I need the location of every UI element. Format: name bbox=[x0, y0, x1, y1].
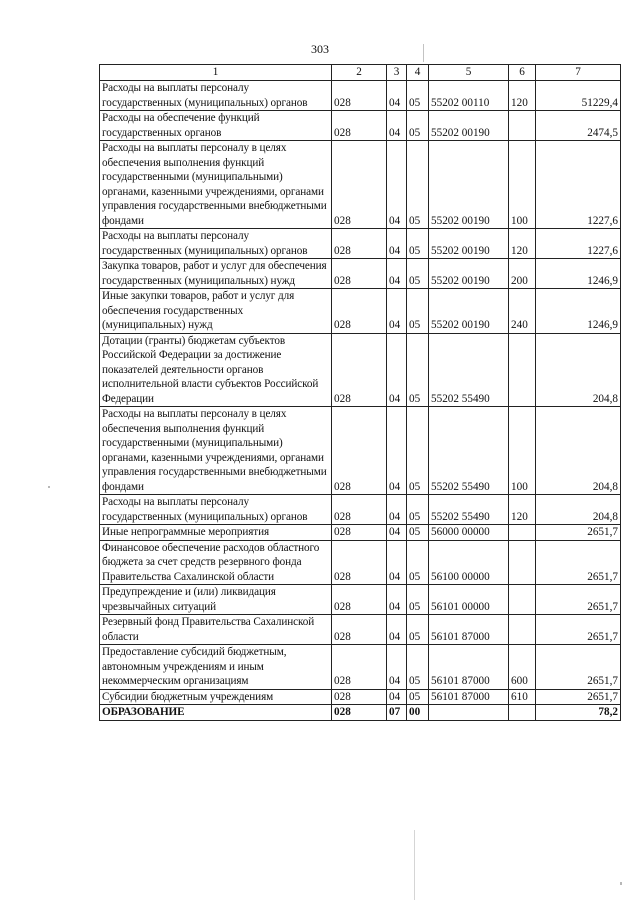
table-row bbox=[100, 525, 621, 541]
cell-amount: 2651,7 bbox=[536, 645, 621, 690]
cell-code-5 bbox=[429, 705, 509, 721]
cell-code-2: 028 bbox=[332, 229, 387, 259]
cell-code-6: 120 bbox=[509, 81, 536, 111]
cell-code-6 bbox=[509, 585, 536, 615]
cell-code-4: 05 bbox=[407, 540, 429, 585]
table-row bbox=[100, 407, 621, 495]
column-header: 5 bbox=[429, 65, 509, 81]
cell-code-4: 05 bbox=[407, 407, 429, 495]
cell-code-3: 04 bbox=[387, 645, 407, 690]
row-name: Предупреждение и (или) ликвидация чрезвычайных ситуаций bbox=[100, 585, 332, 615]
column-header: 1 bbox=[100, 65, 332, 81]
column-header: 7 bbox=[536, 65, 621, 81]
cell-amount: 1246,9 bbox=[536, 259, 621, 289]
scan-line bbox=[423, 44, 424, 62]
row-name: ОБРАЗОВАНИЕ bbox=[100, 705, 332, 721]
cell-amount: 204,8 bbox=[536, 407, 621, 495]
cell-code-3: 04 bbox=[387, 111, 407, 141]
cell-code-2: 028 bbox=[332, 141, 387, 229]
table-row bbox=[100, 141, 621, 229]
cell-code-5: 55202 00190 bbox=[429, 141, 509, 229]
page-number: 303 bbox=[311, 42, 329, 56]
cell-code-5: 55202 55490 bbox=[429, 495, 509, 525]
cell-code-2: 028 bbox=[332, 525, 387, 541]
cell-code-4: 05 bbox=[407, 615, 429, 645]
cell-code-2: 028 bbox=[332, 689, 387, 705]
cell-code-2: 028 bbox=[332, 615, 387, 645]
cell-code-6: 120 bbox=[509, 495, 536, 525]
cell-amount: 1246,9 bbox=[536, 289, 621, 334]
cell-code-6 bbox=[509, 111, 536, 141]
row-name: Расходы на выплаты персоналу государственных (муниципальных) органов bbox=[100, 495, 332, 525]
column-header: 3 bbox=[387, 65, 407, 81]
cell-amount: 2651,7 bbox=[536, 689, 621, 705]
table-row bbox=[100, 705, 621, 721]
cell-code-4: 05 bbox=[407, 333, 429, 407]
cell-code-2: 028 bbox=[332, 407, 387, 495]
table-row bbox=[100, 333, 621, 407]
column-header: 4 bbox=[407, 65, 429, 81]
cell-code-2: 028 bbox=[332, 585, 387, 615]
cell-code-3: 04 bbox=[387, 407, 407, 495]
cell-code-4: 05 bbox=[407, 495, 429, 525]
cell-code-4: 05 bbox=[407, 141, 429, 229]
table-row bbox=[100, 645, 621, 690]
cell-code-5: 56101 87000 bbox=[429, 615, 509, 645]
table-row bbox=[100, 615, 621, 645]
cell-amount: 51229,4 bbox=[536, 81, 621, 111]
cell-code-6: 100 bbox=[509, 141, 536, 229]
cell-code-5: 55202 00190 bbox=[429, 259, 509, 289]
cell-code-4: 05 bbox=[407, 229, 429, 259]
cell-code-5: 56000 00000 bbox=[429, 525, 509, 541]
row-name: Расходы на выплаты персоналу государственных (муниципальных) органов bbox=[100, 81, 332, 111]
table-row bbox=[100, 289, 621, 334]
cell-code-6: 120 bbox=[509, 229, 536, 259]
row-name: Субсидии бюджетным учреждениям bbox=[100, 689, 332, 705]
cell-code-4: 05 bbox=[407, 689, 429, 705]
cell-code-5: 55202 00190 bbox=[429, 289, 509, 334]
cell-code-2: 028 bbox=[332, 333, 387, 407]
cell-code-4: 05 bbox=[407, 289, 429, 334]
cell-code-2: 028 bbox=[332, 81, 387, 111]
table-row bbox=[100, 111, 621, 141]
cell-amount: 2651,7 bbox=[536, 585, 621, 615]
cell-code-4: 05 bbox=[407, 259, 429, 289]
column-header: 6 bbox=[509, 65, 536, 81]
cell-code-5: 55202 00110 bbox=[429, 81, 509, 111]
cell-code-3: 04 bbox=[387, 141, 407, 229]
cell-code-3: 04 bbox=[387, 229, 407, 259]
cell-code-6 bbox=[509, 540, 536, 585]
row-name: Иные закупки товаров, работ и услуг для обеспечения государственных (муниципальных) нужд bbox=[100, 289, 332, 334]
cell-code-2: 028 bbox=[332, 289, 387, 334]
cell-code-6 bbox=[509, 705, 536, 721]
table-row bbox=[100, 81, 621, 111]
cell-code-3: 04 bbox=[387, 495, 407, 525]
cell-code-2: 028 bbox=[332, 705, 387, 721]
cell-code-5: 55202 00190 bbox=[429, 229, 509, 259]
column-header: 2 bbox=[332, 65, 387, 81]
cell-code-6: 610 bbox=[509, 689, 536, 705]
row-name: Резервный фонд Правительства Сахалинской области bbox=[100, 615, 332, 645]
cell-amount: 2651,7 bbox=[536, 615, 621, 645]
cell-code-6: 240 bbox=[509, 289, 536, 334]
cell-code-3: 07 bbox=[387, 705, 407, 721]
cell-code-3: 04 bbox=[387, 525, 407, 541]
cell-code-5: 56101 87000 bbox=[429, 645, 509, 690]
row-name: Предоставление субсидий бюджетным, автономным учреждениям и иным некоммерческим организациям bbox=[100, 645, 332, 690]
column-header-row bbox=[100, 65, 621, 81]
cell-code-5: 55202 55490 bbox=[429, 407, 509, 495]
cell-amount: 1227,6 bbox=[536, 141, 621, 229]
cell-code-4: 05 bbox=[407, 645, 429, 690]
cell-code-3: 04 bbox=[387, 615, 407, 645]
cell-amount: 204,8 bbox=[536, 333, 621, 407]
cell-code-3: 04 bbox=[387, 81, 407, 111]
cell-code-2: 028 bbox=[332, 111, 387, 141]
cell-amount: 1227,6 bbox=[536, 229, 621, 259]
cell-amount: 78,2 bbox=[536, 705, 621, 721]
cell-code-5: 56101 87000 bbox=[429, 689, 509, 705]
cell-code-2: 028 bbox=[332, 540, 387, 585]
cell-code-4: 05 bbox=[407, 81, 429, 111]
cell-code-3: 04 bbox=[387, 289, 407, 334]
cell-code-6 bbox=[509, 525, 536, 541]
cell-code-6: 600 bbox=[509, 645, 536, 690]
cell-code-4: 00 bbox=[407, 705, 429, 721]
cell-amount: 2651,7 bbox=[536, 540, 621, 585]
cell-code-5: 56101 00000 bbox=[429, 585, 509, 615]
table-row bbox=[100, 689, 621, 705]
budget-table bbox=[99, 64, 621, 721]
cell-code-3: 04 bbox=[387, 585, 407, 615]
scan-line bbox=[414, 830, 415, 900]
cell-code-3: 04 bbox=[387, 333, 407, 407]
cell-code-5: 55202 00190 bbox=[429, 111, 509, 141]
row-name: Закупка товаров, работ и услуг для обеспечения государственных (муниципальных) нужд bbox=[100, 259, 332, 289]
cell-code-5: 56100 00000 bbox=[429, 540, 509, 585]
cell-code-6: 200 bbox=[509, 259, 536, 289]
cell-amount: 204,8 bbox=[536, 495, 621, 525]
table-row bbox=[100, 540, 621, 585]
cell-code-3: 04 bbox=[387, 540, 407, 585]
row-name: Финансовое обеспечение расходов областного бюджета за счет средств резервного фонда Правительства Сахалинской области bbox=[100, 540, 332, 585]
cell-amount: 2474,5 bbox=[536, 111, 621, 141]
cell-code-2: 028 bbox=[332, 495, 387, 525]
cell-code-5: 55202 55490 bbox=[429, 333, 509, 407]
table-row bbox=[100, 229, 621, 259]
scan-dot bbox=[620, 882, 622, 885]
table-row bbox=[100, 259, 621, 289]
cell-code-4: 05 bbox=[407, 525, 429, 541]
row-name: Расходы на выплаты персоналу в целях обеспечения выполнения функций государственными (муниципальными) органами, казенными учреждениями, органами управления государственными внебюджетными фондами bbox=[100, 407, 332, 495]
cell-code-6: 100 bbox=[509, 407, 536, 495]
cell-code-6 bbox=[509, 333, 536, 407]
cell-code-3: 04 bbox=[387, 259, 407, 289]
cell-code-2: 028 bbox=[332, 259, 387, 289]
cell-amount: 2651,7 bbox=[536, 525, 621, 541]
row-name: Дотации (гранты) бюджетам субъектов Российской Федерации за достижение показателей деятельности органов исполнительной власти субъектов Российской Федерации bbox=[100, 333, 332, 407]
cell-code-2: 028 bbox=[332, 645, 387, 690]
row-name: Расходы на выплаты персоналу государственных (муниципальных) органов bbox=[100, 229, 332, 259]
cell-code-3: 04 bbox=[387, 689, 407, 705]
cell-code-4: 05 bbox=[407, 111, 429, 141]
table-row bbox=[100, 495, 621, 525]
cell-code-4: 05 bbox=[407, 585, 429, 615]
cell-code-6 bbox=[509, 615, 536, 645]
row-name: Расходы на обеспечение функций государственных органов bbox=[100, 111, 332, 141]
row-name: Расходы на выплаты персоналу в целях обеспечения выполнения функций государственными (муниципальными) органами, казенными учреждениями, органами управления государственными внебюджетными фондами bbox=[100, 141, 332, 229]
table-row bbox=[100, 585, 621, 615]
row-name: Иные непрограммные мероприятия bbox=[100, 525, 332, 541]
scan-dot bbox=[48, 486, 50, 488]
